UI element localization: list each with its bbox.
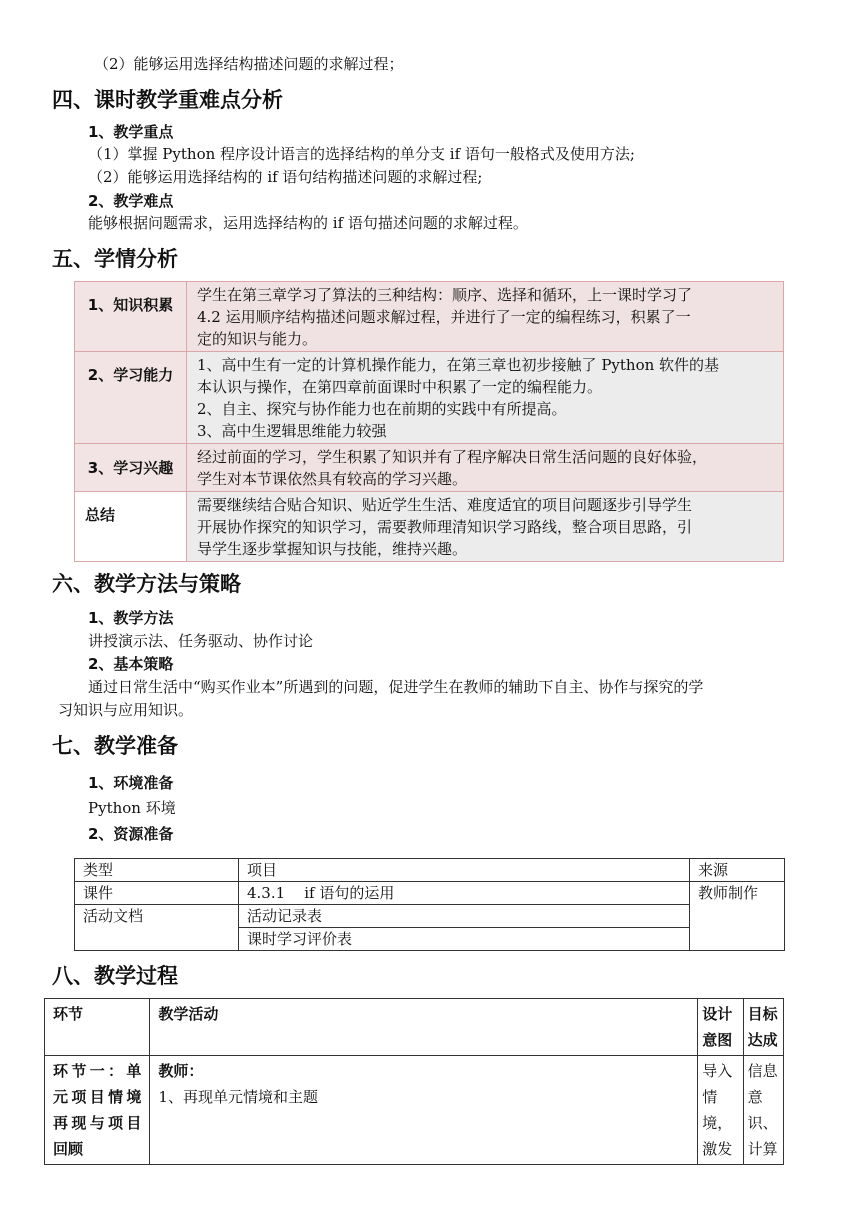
text-line: 需要继续结合贴合知识、贴近学生生活、难度适宜的项目问题逐步引导学生 — [197, 496, 693, 514]
text-line: 4.2 运用顺序结构描述问题求解过程，并进行了一定的编程练习，积累了一 — [197, 308, 691, 326]
header-type: 类型 — [75, 859, 239, 882]
intent-cell: 导入情境，激发 — [698, 1056, 743, 1165]
method-title: 1、教学方法 — [88, 609, 174, 627]
row-value — [187, 282, 784, 352]
method-text: 讲授演示法、任务驱动、协作讨论 — [88, 632, 314, 650]
cell-type: 课件 — [75, 882, 239, 905]
row-value — [187, 352, 784, 444]
text-line: 1、高中生有一定的计算机操作能力，在第三章也初步接触了 Python 软件的基 — [197, 356, 720, 374]
activity-cell — [150, 1056, 698, 1165]
env-text: Python 环境 — [88, 799, 176, 817]
text-line: 经过前面的学习，学生积累了知识并有了程序解决日常生活问题的良好体验， — [197, 448, 708, 466]
resource-table — [74, 858, 785, 951]
header-stage: 环节 — [45, 999, 150, 1056]
key-points-title: 1、教学重点 — [88, 123, 174, 141]
text-line: 本认识与操作，在第四章前面课时中积累了一定的编程能力。 — [197, 378, 603, 396]
stage-cell: 环节一：单元项目情境再现与项目回顾 — [45, 1056, 150, 1165]
strategy-title: 2、基本策略 — [88, 655, 174, 673]
difficulty-title: 2、教学难点 — [88, 192, 174, 210]
cell-item: 4.3.1 if 语句的运用 — [239, 882, 690, 905]
text-line: 开展协作探究的知识学习，需要教师理清知识学习路线，整合项目思路，引 — [197, 518, 693, 536]
section-7-title: 七、教学准备 — [52, 734, 178, 758]
table-row — [45, 1056, 784, 1165]
table-header-row — [45, 999, 784, 1056]
header-item: 项目 — [239, 859, 690, 882]
teaching-process-table — [44, 998, 784, 1165]
header-intent: 设计意图 — [698, 999, 743, 1056]
row-value — [187, 492, 784, 562]
key-point-2: （2）能够运用选择结构的 if 语句结构描述问题的求解过程; — [88, 168, 483, 186]
text-line: 教师： — [158, 1062, 204, 1080]
env-title: 1、环境准备 — [88, 774, 174, 792]
strategy-line-1: 通过日常生活中“购买作业本”所遇到的问题，促进学生在教师的辅助下自主、协作与探究的学 — [88, 678, 704, 696]
row-key: 总结 — [75, 492, 187, 562]
table-row — [75, 444, 784, 492]
learner-analysis-table — [74, 281, 784, 562]
text-line: 1、再现单元情境和主题 — [158, 1088, 318, 1106]
key-point-1: （1）掌握 Python 程序设计语言的选择结构的单分支 if 语句一般格式及使用方法; — [88, 145, 635, 163]
text-line: 导学生逐步掌握知识与技能，维持兴趣。 — [197, 540, 468, 558]
header-activity: 教学活动 — [150, 999, 698, 1056]
text-line: 学生在第三章学习了算法的三种结构：顺序、选择和循环，上一课时学习了 — [197, 286, 693, 304]
row-key: 2、学习能力 — [75, 352, 187, 444]
section-5-title: 五、学情分析 — [52, 247, 178, 271]
row-key: 1、知识积累 — [75, 282, 187, 352]
text-line: 2、自主、探究与协作能力也在前期的实践中有所提高。 — [197, 400, 567, 418]
table-row — [75, 905, 785, 928]
goal-item-2: （2）能够运用选择结构描述问题的求解过程； — [94, 55, 404, 73]
cell-source: 教师制作 — [690, 882, 785, 951]
table-header-row — [75, 859, 785, 882]
row-key: 3、学习兴趣 — [75, 444, 187, 492]
header-source: 来源 — [690, 859, 785, 882]
text-line: 3、高中生逻辑思维能力较强 — [197, 422, 387, 440]
text-line: 定的知识与能力。 — [197, 330, 318, 348]
resource-title: 2、资源准备 — [88, 825, 174, 843]
section-6-title: 六、教学方法与策略 — [52, 572, 241, 596]
text-line: 学生对本节课依然具有较高的学习兴趣。 — [197, 470, 468, 488]
cell-item: 活动记录表 — [239, 905, 690, 928]
goal-cell: 信息意识、计算 — [743, 1056, 783, 1165]
cell-item: 课时学习评价表 — [239, 928, 690, 951]
strategy-line-2: 习知识与应用知识。 — [58, 701, 194, 719]
table-row — [75, 882, 785, 905]
header-goal: 目标达成 — [743, 999, 783, 1056]
section-4-title: 四、课时教学重难点分析 — [52, 88, 283, 112]
section-8-title: 八、教学过程 — [52, 964, 178, 988]
table-row — [75, 352, 784, 444]
difficulty-text: 能够根据问题需求，运用选择结构的 if 语句描述问题的求解过程。 — [88, 214, 528, 232]
table-row — [75, 282, 784, 352]
row-value — [187, 444, 784, 492]
table-row — [75, 492, 784, 562]
cell-type: 活动文档 — [75, 905, 239, 951]
